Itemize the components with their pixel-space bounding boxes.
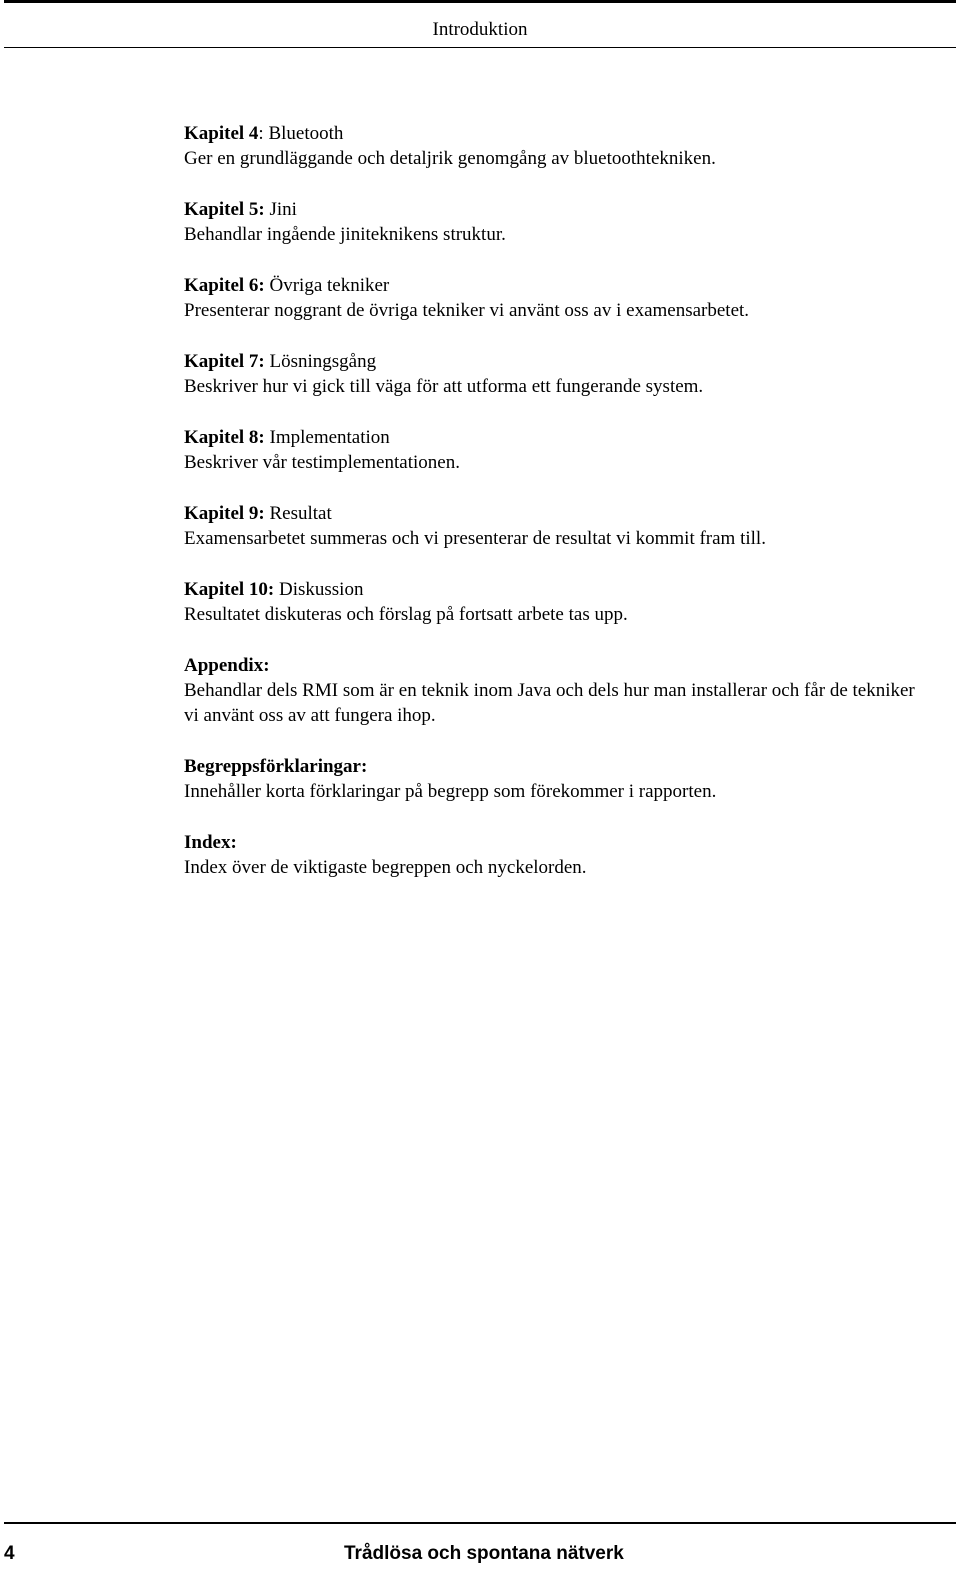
chapter-entry-5 (184, 197, 934, 247)
chapter-heading (184, 349, 934, 374)
chapter-label: Kapitel 9: (184, 503, 265, 524)
chapter-title: Övriga tekniker (269, 275, 390, 296)
chapter-entry-6 (184, 273, 934, 323)
chapter-title: Bluetooth (268, 123, 344, 144)
chapter-title: Resultat (269, 503, 332, 524)
chapter-label: Kapitel 7: (184, 351, 265, 372)
chapter-label: Kapitel 6: (184, 275, 265, 296)
chapter-heading (184, 501, 934, 526)
index-entry (184, 830, 934, 880)
chapter-description: Presenterar noggrant de övriga tekniker vi använt oss av i examensarbetet. (184, 300, 750, 321)
chapter-description: Ger en grundläggande och detaljrik genomgång av bluetoothtekniken. (184, 148, 716, 169)
chapter-heading (184, 273, 934, 298)
chapter-entry-8 (184, 425, 934, 475)
chapter-entry-10 (184, 577, 934, 627)
chapter-title: Diskussion (279, 579, 364, 600)
running-header: Introduktion (432, 19, 528, 40)
section-description: Behandlar dels RMI som är en teknik inom Java och dels hur man installerar och får de tekniker vi använt oss av att fungera ihop. (184, 680, 915, 726)
chapter-heading (184, 121, 934, 146)
chapter-label: Kapitel 5: (184, 199, 265, 220)
section-label: Appendix: (184, 655, 270, 676)
chapter-entry-9 (184, 501, 934, 551)
header-rule (4, 47, 956, 48)
chapter-separator: : (258, 123, 269, 144)
chapter-label: Kapitel 10: (184, 579, 275, 600)
section-description: Index över de viktigaste begreppen och nyckelorden. (184, 857, 587, 878)
chapter-entry-7 (184, 349, 934, 399)
chapter-overview (184, 121, 934, 906)
glossary-entry (184, 754, 934, 804)
page-number: 4 (4, 1543, 15, 1564)
chapter-description: Resultatet diskuteras och förslag på fortsatt arbete tas upp. (184, 604, 628, 625)
chapter-label: Kapitel 4 (184, 123, 259, 144)
chapter-title: Implementation (269, 427, 390, 448)
footer-rule (4, 1522, 956, 1524)
chapter-title: Lösningsgång (269, 351, 377, 372)
appendix-entry (184, 653, 934, 728)
chapter-description: Behandlar ingående jiniteknikens struktur. (184, 224, 506, 245)
running-footer-title: Trådlösa och spontana nätverk (344, 1543, 624, 1564)
chapter-heading (184, 577, 934, 602)
chapter-heading (184, 425, 934, 450)
chapter-description: Examensarbetet summeras och vi presenterar de resultat vi kommit fram till. (184, 528, 766, 549)
chapter-label: Kapitel 8: (184, 427, 265, 448)
section-heading (184, 754, 934, 779)
section-heading (184, 653, 934, 678)
section-heading (184, 830, 934, 855)
chapter-description: Beskriver vår testimplementationen. (184, 452, 460, 473)
section-description: Innehåller korta förklaringar på begrepp som förekommer i rapporten. (184, 781, 717, 802)
chapter-heading (184, 197, 934, 222)
top-rule (4, 0, 956, 3)
section-label: Index: (184, 832, 237, 853)
chapter-title: Jini (269, 199, 297, 220)
chapter-entry-4 (184, 121, 934, 171)
chapter-description: Beskriver hur vi gick till väga för att utforma ett fungerande system. (184, 376, 704, 397)
section-label: Begreppsförklaringar: (184, 756, 368, 777)
